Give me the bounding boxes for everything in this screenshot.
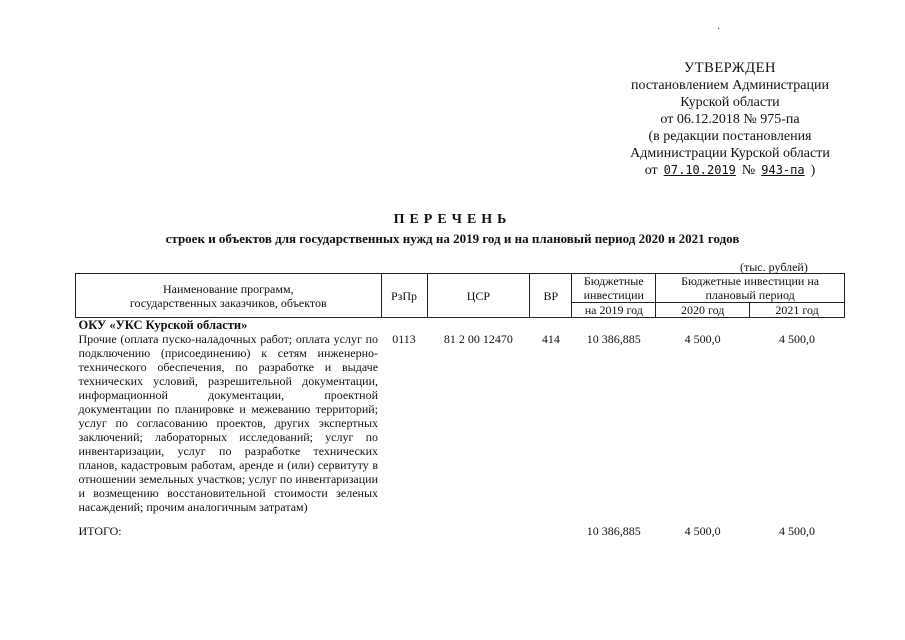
row-csr: 81 2 00 12470	[443, 332, 513, 346]
header-2020: 2020 год	[656, 303, 750, 318]
scan-mark: ·	[717, 24, 721, 35]
document-subtitle: строек и объектов для государственных нужд на 2019 год и на плановый период 2020 и 2021 годов	[165, 231, 740, 246]
total-row	[76, 514, 845, 538]
header-invest: Бюджетные инвестиции	[572, 274, 656, 303]
approval-block	[600, 60, 860, 179]
document-title: ПЕРЕЧЕНЬ	[393, 212, 512, 227]
header-name-line2: государственных заказчиков, объектов	[129, 295, 327, 310]
total-2019: 10 386,885	[586, 524, 641, 538]
header-csr: ЦСР	[427, 274, 530, 318]
row-rzpr: 0113	[392, 332, 416, 346]
approval-number: 943-па	[761, 163, 805, 177]
investment-table	[75, 273, 845, 538]
header-2021: 2021 год	[750, 303, 845, 318]
approval-num-sign: №	[741, 163, 756, 178]
approval-heading: УТВЕРЖДЕН	[684, 60, 776, 76]
header-invest-year: на 2019 год	[572, 303, 656, 318]
approval-line: (в редакции постановления	[648, 129, 812, 144]
row-vr: 414	[541, 332, 560, 346]
row-invest-2019: 10 386,885	[586, 332, 641, 346]
approval-line: Администрации Курской области	[630, 146, 830, 161]
approval-close: )	[810, 163, 816, 178]
header-name-line1: Наименование программ,	[162, 281, 294, 296]
customer-row	[76, 318, 845, 333]
header-vr: ВР	[530, 274, 572, 318]
row-invest-2020: 4 500,0	[684, 332, 721, 346]
header-planned: Бюджетные инвестиции на плановый период	[656, 274, 845, 303]
approval-line: постановлением Администрации	[631, 78, 829, 93]
approval-last-line	[600, 162, 860, 179]
customer-name: ОКУ «УКС Курской области»	[78, 318, 248, 332]
units-note: (тыс. рублей)	[740, 260, 808, 274]
approval-date: 07.10.2019	[663, 163, 736, 177]
total-2020: 4 500,0	[684, 524, 721, 538]
total-2021: 4 500,0	[779, 524, 816, 538]
row-description: Прочие (оплата пуско-наладочных работ; оплата услуг по подключению (присоединению) к сетям инженерно-технического обеспечения, по разработке и выдаче технических условий, разрешительной документации, информационной документации, проектной документации по планировке и межеванию территорий; услуг по согласованию проектов, других экспертных заключений; лабораторных исследований; услуг по инвентаризации, услуг по разработке технических планов, кадастровым работам, аренде и (или) сервитуту в отношении земельных участков; услуг по инвентаризации и возмещению восстановительной стоимости зеленых насаждений; прочим аналогичным затратам)	[78, 332, 379, 514]
row-invest-2021: 4 500,0	[779, 332, 816, 346]
total-label: ИТОГО:	[78, 524, 122, 538]
approval-line: Курской области	[680, 95, 780, 110]
approval-line: от 06.12.2018 № 975-па	[660, 112, 800, 127]
approval-from: от	[644, 163, 658, 178]
header-rzpr: РзПр	[381, 274, 427, 318]
table-row	[76, 332, 845, 514]
header-name	[76, 274, 382, 318]
